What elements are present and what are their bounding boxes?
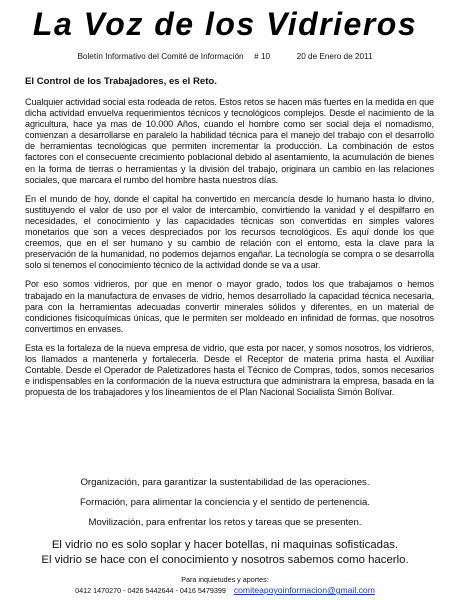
paragraph-3: Por eso somos vidrieros, por que en menor o mayor grado, todos los que trabajamos o hemos trabajado en la manufactura de envases de vidrio, hemos desarrollado la capacidad técnica necesaria, para con la herramientas adecuadas convertir minerales sólidos y diferentes, en un material de condiciones fisicoquímicas únicas, que le permiten ser moldeado en infinidad de formas, que nosotros convertimos en envases.: [25, 279, 434, 334]
footer-contact-label: Para inquietudes y aportes:: [181, 575, 269, 584]
motto-formacion: Formación, para alimentar la conciencia y el sentido de pertenencia.: [79, 497, 371, 508]
issue-number: # 10: [254, 52, 271, 61]
masthead-title: La Voz de los Vidrieros: [32, 6, 418, 42]
bulletin-name: Boletín Informativo del Comité de Información: [77, 52, 244, 61]
motto-organizacion: Organización, para garantizar la sustentabilidad de las operaciones.: [80, 477, 370, 488]
footer-contact-line: [0, 585, 450, 596]
paragraph-1: Cualquier actividad social esta rodeada de retos. Estos retos se hacen más fuertes en la medida en que dicha actividad envuelva requerimientos técnicos y tecnológicos complejos. Desde el nacimiento de la agricultura, hace ya mas de 10.000 Años, cuando el hombre como ser social deja el nomadismo, comienzan a desarrollarse en paralelo la habilidad técnica para el manejo del trabajo con el desarrollo de herramientas tecnológicas que permiten incrementar la producción. La combinación de estos factores con el consecuente crecimiento poblacional debido al asentamiento, la acumulación de bienes en la forma de tierras o herramientas y la división del trabajo, originara un cambio en las relaciones sociales, que marcara el rumbo del hombre hasta nuestros días.: [25, 97, 434, 185]
slogan-line-1: El vidrio no es solo soplar y hacer botellas, ni maquinas sofisticadas.: [51, 539, 399, 551]
slogan-line-2: El vidrio se hace con el conocimiento y nosotros sabemos como hacerlo.: [41, 554, 409, 566]
bulletin-line: [0, 51, 450, 62]
issue-date: 20 de Enero de 2011: [296, 52, 373, 61]
paragraph-2: En el mundo de hoy, donde el capital ha convertido en mercancía desde lo humano hasta lo divino, sustituyendo el valor de uso por el valor de intercambio, convirtiendo la vanidad y el despilfarro en necesidades, el conocimiento y las capacidades técnicas son convertidas en simples valores monetarios que son a veces despreciados por los recursos tecnológicos. Es aquí donde los que creemos, que en el ser humano y su cambio de relación con el entorno, esta la clave para la preservación de la humanidad, no podemos dejarnos engañar. La tecnología se compra o se desarrolla solo si tenemos el conocimiento técnico de la actividad donde se va a usar.: [25, 193, 434, 271]
motto-movilizacion: Movilización, para enfrentar los retos y tareas que se presenten.: [88, 517, 362, 528]
article-title: El Control de los Trabajadores, es el Reto.: [25, 76, 217, 87]
article-body: [25, 97, 434, 406]
footer-phone-numbers: 0412 1470270 - 0426 5442644 - 0416 5479399: [75, 586, 226, 595]
paragraph-4: Esta es la fortaleza de la nueva empresa de vidrio, que esta por nacer, y somos nosotros, los vidrieros, los llamados a mantenerla y fortalecerla. Desde el Receptor de materia prima hasta el Auxiliar Contable. Desde el Operador de Paletizadores hasta el Técnico de Compras, todos, somos necesarios e indispensables en la conformación de la nueva estructura que administrara la empresa, basada en la propuesta de los trabajadores y los lineamientos de el Plan Nacional Socialista Simón Bolívar.: [25, 342, 434, 398]
footer-email-link[interactable]: comiteapoyoinformacion@gmail.com: [233, 585, 375, 595]
